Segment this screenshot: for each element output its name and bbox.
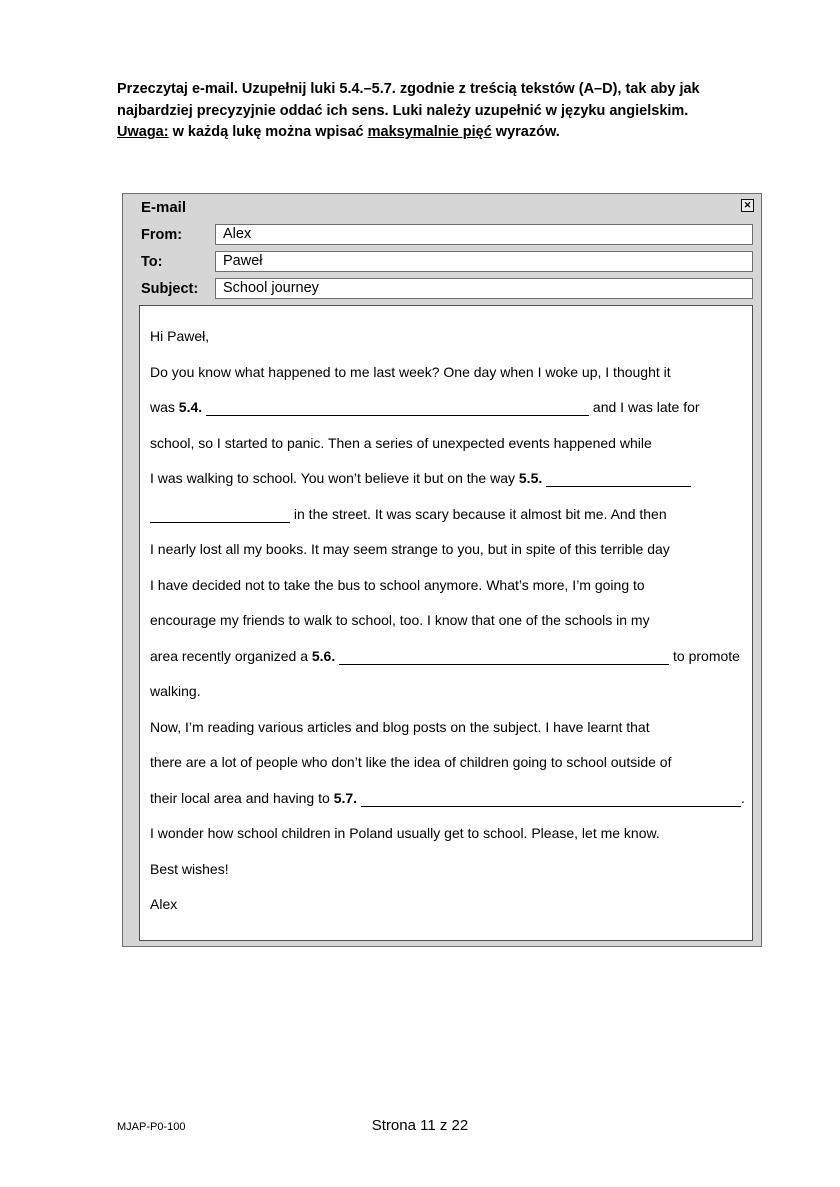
- underlined-emphasis: Uwaga:: [117, 124, 169, 140]
- text-segment: Alex: [150, 896, 178, 912]
- email-field-row-from: [123, 221, 761, 248]
- text-segment: encourage my friends to walk to school, too. I know that one of the schools in my: [150, 612, 650, 628]
- close-button[interactable]: [741, 199, 754, 212]
- text-segment: [357, 790, 361, 806]
- text-segment: I wonder how school children in Poland usually get to school. Please, let me know.: [150, 825, 660, 841]
- answer-blank-5-7: [361, 806, 741, 807]
- instruction-line: [117, 122, 777, 144]
- body-line: [150, 319, 752, 355]
- from-field: [215, 224, 753, 245]
- body-line: [150, 390, 752, 426]
- body-line: [150, 887, 752, 923]
- text-segment: and I was late for: [589, 399, 700, 415]
- text-segment: [202, 399, 206, 415]
- body-line: [150, 639, 752, 675]
- body-line: [150, 497, 752, 533]
- body-line: [150, 461, 752, 497]
- instruction-line: [117, 101, 777, 123]
- body-line: [150, 816, 752, 852]
- text-segment: I was walking to school. You won’t believe it but on the way: [150, 470, 519, 486]
- email-title-bar: [123, 194, 761, 221]
- text-segment: Best wishes!: [150, 860, 229, 877]
- text-segment: najbardziej precyzyjnie oddać ich sens. Luki należy uzupełnić w języku angielskim.: [117, 102, 689, 119]
- instruction-line: [117, 79, 777, 101]
- from-label: From:: [141, 226, 183, 243]
- text-segment: Przeczytaj e-mail. Uzupełnij luki 5.4.–5.7. zgodnie z treścią tekstów (A–D), tak aby jak: [117, 81, 700, 97]
- text-segment: .: [740, 789, 745, 806]
- text-segment: I nearly lost all my books. It may seem strange to you, but in spite of this terrible day: [150, 541, 670, 557]
- to-label: To:: [141, 253, 163, 270]
- body-line: [150, 745, 752, 781]
- task-instructions: [117, 79, 777, 144]
- text-segment: there are a lot of people who don’t like the idea of children going to school outside of: [150, 754, 672, 770]
- email-field-row-to: [123, 248, 761, 275]
- body-line: [150, 532, 752, 568]
- text-segment: school, so I started to panic. Then a series of unexpected events happened while: [150, 434, 652, 451]
- body-line: [150, 426, 752, 462]
- body-line: [150, 852, 752, 888]
- text-segment: [335, 648, 339, 664]
- email-window-title: E-mail: [141, 199, 187, 216]
- text-segment: Do you know what happened to me last week? One day when I woke up, I thought it: [150, 363, 671, 380]
- text-segment: Now, I’m reading various articles and blog posts on the subject. I have learnt that: [150, 718, 650, 735]
- answer-blank-5-4: [206, 415, 589, 416]
- subject-label: Subject:: [141, 280, 199, 297]
- subject-value: School journey: [223, 280, 319, 297]
- text-segment: [542, 470, 546, 486]
- body-line: [150, 674, 752, 710]
- gap-number-label: 5.6.: [311, 647, 336, 664]
- exam-code: MJAP-P0-100: [117, 1121, 186, 1133]
- from-value: Alex: [223, 226, 252, 243]
- to-value: Paweł: [223, 253, 263, 270]
- email-window: [122, 193, 762, 947]
- gap-number-label: 5.4.: [178, 399, 203, 415]
- body-line: [150, 603, 752, 639]
- text-segment: area recently organized a: [150, 647, 312, 664]
- page-number: Strona 11 z 22: [371, 1117, 469, 1134]
- text-segment: walking.: [150, 683, 201, 699]
- text-segment: to promote: [669, 647, 740, 664]
- body-line: [150, 568, 752, 604]
- text-segment: their local area and having to: [150, 789, 334, 806]
- text-segment: in the street. It was scary because it almost bit me. And then: [290, 505, 667, 522]
- email-body-box: [139, 305, 753, 941]
- to-field: [215, 251, 753, 272]
- email-field-row-subject: [123, 275, 761, 302]
- answer-blank-5-5b: [150, 522, 290, 523]
- text-segment: I have decided not to take the bus to school anymore. What’s more, I’m going to: [150, 576, 645, 593]
- underlined-emphasis: maksymalnie pięć: [367, 124, 492, 140]
- email-body-text: [140, 306, 752, 923]
- body-line: [150, 781, 752, 817]
- body-line: [150, 710, 752, 746]
- text-segment: w każdą lukę można wpisać: [168, 124, 368, 140]
- answer-blank-5-6: [339, 664, 669, 665]
- text-segment: Hi Paweł,: [150, 328, 210, 344]
- close-icon: ✕: [743, 200, 752, 210]
- subject-field: [215, 278, 753, 299]
- text-segment: wyrazów.: [491, 124, 560, 140]
- gap-number-label: 5.5.: [518, 470, 543, 486]
- text-segment: was: [150, 399, 179, 415]
- gap-number-label: 5.7.: [333, 789, 358, 806]
- answer-blank-5-5a: [546, 486, 691, 487]
- body-line: [150, 355, 752, 391]
